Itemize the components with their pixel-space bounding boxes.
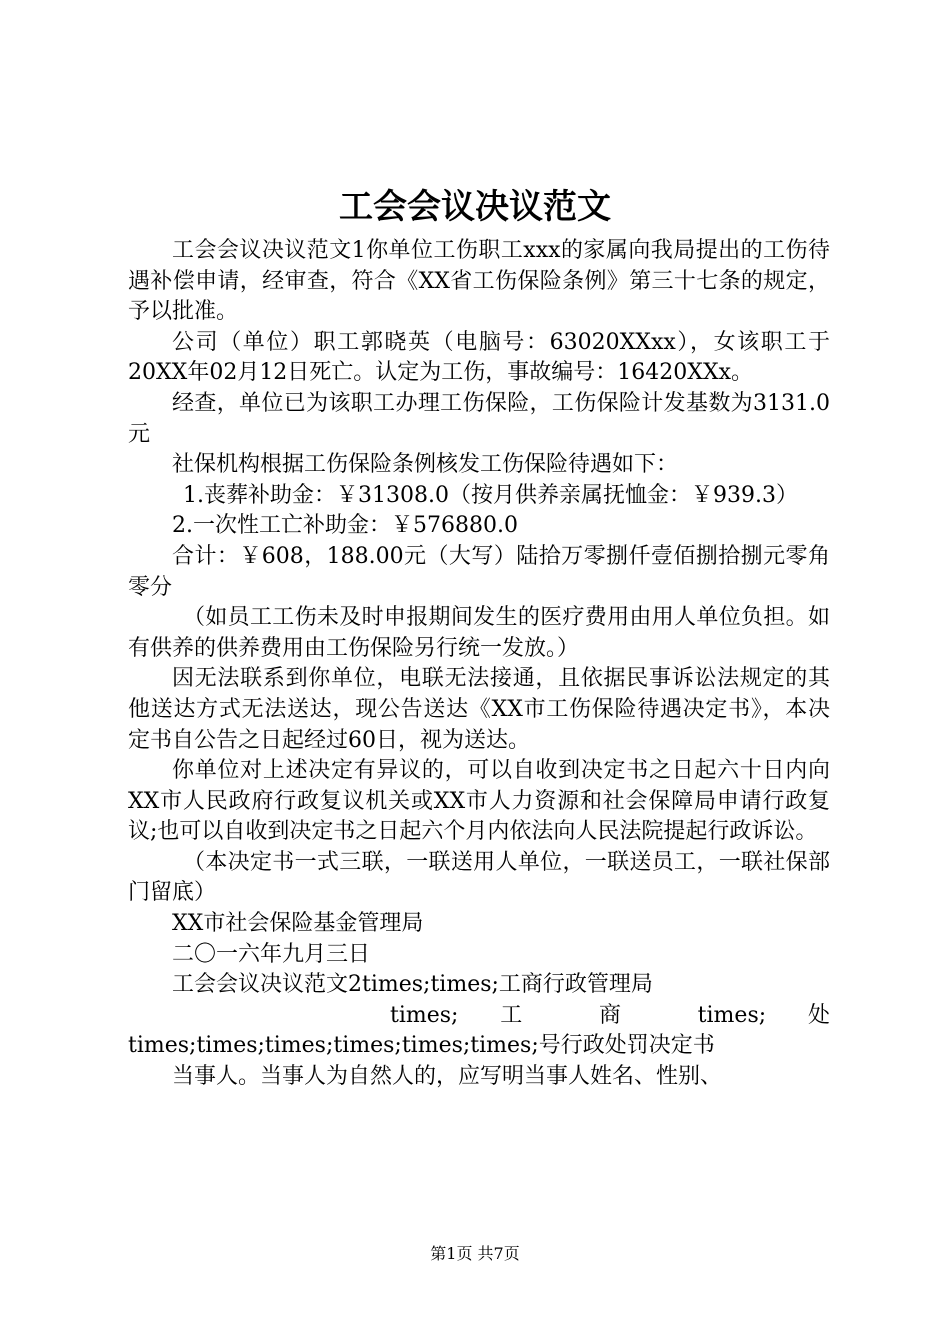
paragraph-sample2-party: 当事人。当事人为自然人的，应写明当事人姓名、性别、 (172, 1064, 723, 1090)
paragraph-sample2-decision: times;times;times;times;times;times;号行政处罚决定书 (128, 1033, 715, 1059)
paragraph-medical-note: （如员工工伤未及时申报期间发生的医疗费用由用人单位负担。如有供养的供养费用由工伤保险另行统一发放。） (128, 605, 830, 661)
paragraph-sample2-heading: 工会会议决议范文2times;times;工商行政管理局 (172, 972, 653, 998)
paragraph-appeal-rights: 你单位对上述决定有异议的，可以自收到决定书之日起六十日内向XX市人民政府行政复议机关或XX市人力资源和社会保障局申请行政复议;也可以自收到决定书之日起六个月内依法向人民法院提起行政诉讼。 (128, 758, 830, 845)
paragraph-intro: 工会会议决议范文1你单位工伤职工xxx的家属向我局提出的工伤待遇补偿申请，经审查，符合《XX省工伤保险条例》第三十七条的规定，予以批准。 (128, 238, 830, 325)
page-title: 工会会议决议范文 (339, 187, 611, 227)
paragraph-total: 合计：￥608，188.00元（大写）陆拾万零捌仟壹佰捌拾捌元零角零分 (128, 543, 830, 600)
paragraph-benefits-heading: 社保机构根据工伤保险条例核发工伤保险待遇如下： (172, 452, 679, 478)
page-footer: 第1页 共7页 (430, 1244, 520, 1263)
paragraph-service-notice: 因无法联系到你单位，电联无法接通，且依据民事诉讼法规定的其他送达方式无法送达，现公告送达《XX市工伤保险待遇决定书》，本决定书自公告之日起经过60日，视为送达。 (128, 666, 830, 753)
paragraph-sample2-office: times; 工 商 times; 处 (390, 1002, 830, 1028)
paragraph-date: 二〇一六年九月三日 (172, 941, 371, 967)
paragraph-employee-info: 公司（单位）职工郭晓英（电脑号：63020XXxx），女该职工于20XX年02月12日死亡。认定为工伤，事故编号：16420XXx。 (128, 329, 830, 386)
document-body (128, 236, 830, 1093)
paragraph-copies-note: （本决定书一式三联，一联送用人单位，一联送员工，一联社保部门留底） (128, 849, 830, 906)
paragraph-funeral-subsidy: 1.丧葬补助金：￥31308.0（按月供养亲属抚恤金：￥939.3） (183, 482, 798, 508)
paragraph-death-subsidy: 2.一次性工亡补助金：￥576880.0 (172, 513, 518, 539)
paragraph-insurance-base: 经查，单位已为该职工办理工伤保险，工伤保险计发基数为3131.0元 (128, 390, 830, 447)
paragraph-issuer: XX市社会保险基金管理局 (172, 911, 424, 937)
